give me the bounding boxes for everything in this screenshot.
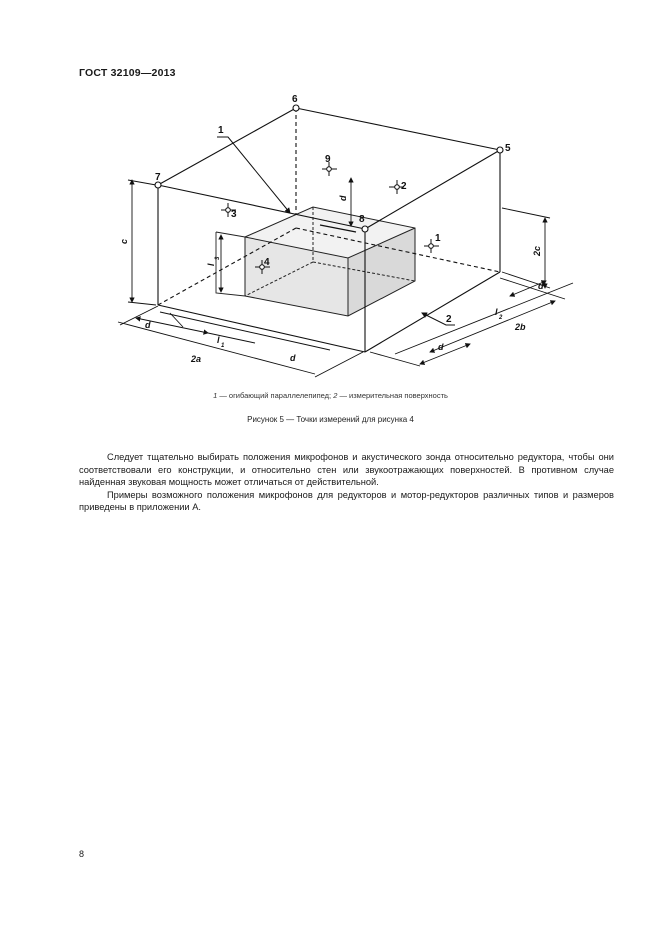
point-label-5: 5 xyxy=(505,143,511,154)
dim-label-l2: l xyxy=(495,307,498,317)
dim-label-l1: l xyxy=(217,335,220,345)
document-header: ГОСТ 32109—2013 xyxy=(79,67,176,79)
dim-label-d-lower-right: d xyxy=(438,342,444,352)
dim-label-l3-sub: 3 xyxy=(215,256,221,260)
point-label-3: 3 xyxy=(231,209,237,220)
figure-legend: 1 — огибающий параллелепипед; 2 — измерительная поверхность xyxy=(213,391,448,400)
paragraph-2: Примеры возможного положения микрофонов для редукторов и мотор-редукторов различных типов и размеров приведены в приложении А. xyxy=(79,489,614,513)
enveloping-parallelepiped xyxy=(245,207,415,316)
callout-1-label: 1 xyxy=(218,125,224,136)
dim-label-2a: 2a xyxy=(191,354,202,364)
dim-label-d-bottom: d xyxy=(290,353,296,363)
point-label-8: 8 xyxy=(359,214,365,225)
figure-title: Рисунок 5 — Точки измерений для рисунка 4 xyxy=(247,415,414,424)
callout-2-label: 2 xyxy=(446,314,452,325)
point-label-2: 2 xyxy=(401,181,407,192)
page-number: 8 xyxy=(79,849,85,859)
dim-label-d-vertical: d xyxy=(338,195,348,201)
measurement-points-figure xyxy=(0,0,661,400)
dim-label-l1-sub: 1 xyxy=(221,343,225,349)
point-label-9: 9 xyxy=(325,154,331,165)
paragraph-1: Следует тщательно выбирать положения микрофонов и акустического зонда относительно редуктора, чтобы они соответствовали его конструкции, и относительно стен или звукоотражающих поверхностей. В противном случае найденная звуковая мощность может отличаться от действительной. xyxy=(79,452,614,488)
dim-label-d-left: d xyxy=(145,320,151,330)
dim-label-d-right: d xyxy=(538,281,544,291)
dim-label-2c: 2c xyxy=(532,245,542,256)
point-label-1: 1 xyxy=(435,233,441,244)
body-text xyxy=(79,451,614,514)
point-label-7: 7 xyxy=(155,172,161,183)
point-label-6: 6 xyxy=(292,94,298,105)
dim-label-l3: l xyxy=(206,263,216,266)
dim-label-c: c xyxy=(119,238,129,244)
dim-label-2b: 2b xyxy=(515,322,526,332)
point-label-4: 4 xyxy=(264,257,270,268)
dim-label-l2-sub: 2 xyxy=(499,315,503,321)
